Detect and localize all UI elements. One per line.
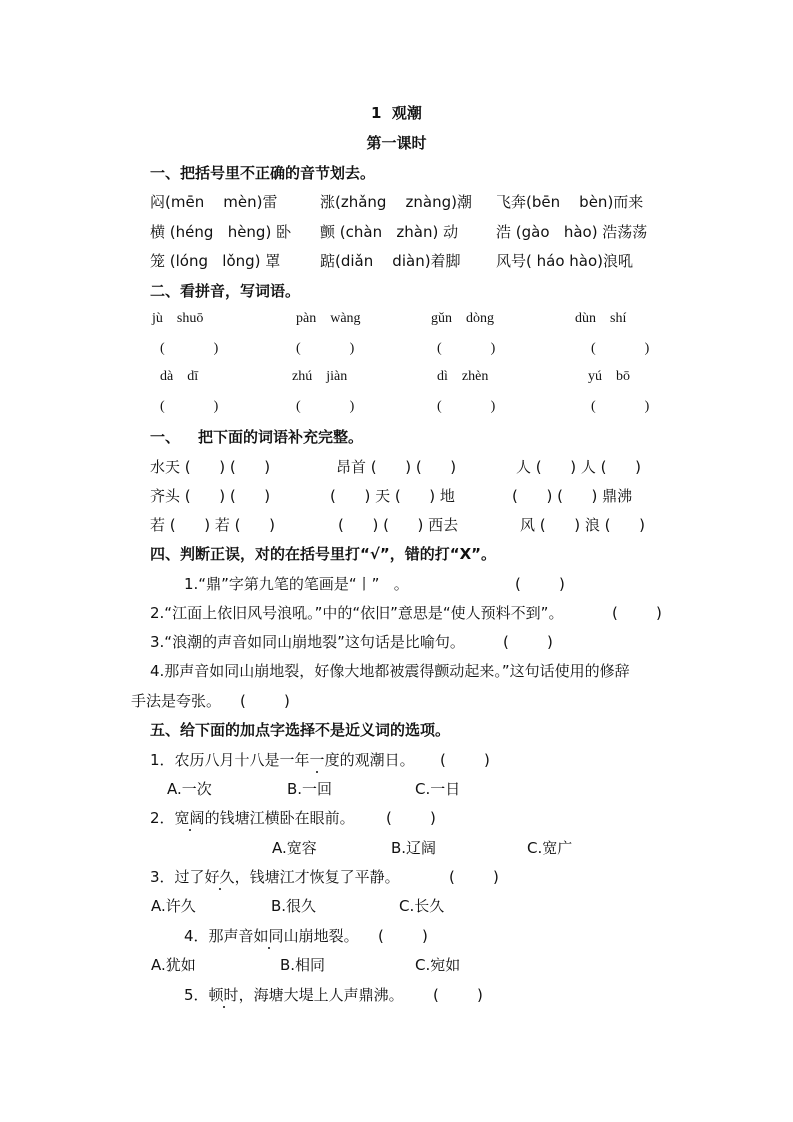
q4-post: 山崩地裂。: [283, 927, 359, 945]
s1-r1c1: 闷(mēn mèn)雷: [150, 193, 278, 211]
section5-heading: 五、给下面的加点字选择不是近义词的选项。: [150, 721, 451, 739]
s2-pinyin-6: zhú jiàn: [292, 369, 348, 384]
q1-marked-char: 一: [309, 751, 325, 769]
s3-r2c1: 齐头 ( ) ( ): [150, 487, 271, 505]
s1-r2c1: 横 (héng hèng) 卧: [150, 223, 292, 241]
q2-marked-chars: 宽阔: [174, 809, 205, 827]
s5-q2-optB[interactable]: B.辽阔: [391, 839, 437, 857]
s2-pinyin-2: pàn wàng: [296, 311, 361, 326]
s1-r3c2: 踮(diǎn diàn)着脚: [320, 252, 461, 270]
section1-heading: 一、把括号里不正确的音节划去。: [150, 164, 376, 182]
s5-q2-optA[interactable]: A.宽容: [272, 839, 317, 857]
q4-marked-chars: 如同: [253, 927, 284, 945]
s5-q5: [184, 985, 404, 1005]
s3-r2c3: ( ) ( ) 鼎沸: [512, 487, 633, 505]
s1-r2c2: 颤 (chàn zhàn) 动: [320, 223, 459, 241]
q1-pre: 1．农历八月十八是一年: [150, 751, 310, 769]
s3-r1c3: 人 ( ) 人 ( ): [516, 458, 641, 476]
s2-pinyin-8: yú bō: [588, 369, 630, 384]
page-subtitle: [0, 133, 793, 153]
s4-item4-blank[interactable]: ( ): [240, 692, 290, 710]
s2-blank-1[interactable]: ( ): [160, 341, 219, 356]
s5-q3-blank[interactable]: ( ): [449, 868, 499, 886]
s5-q3: [150, 867, 400, 887]
s1-r1c2: 涨(zhǎng znàng)潮: [320, 193, 472, 211]
q4-pre: 4．那声音: [184, 927, 254, 945]
s4-item3-blank[interactable]: ( ): [503, 633, 553, 651]
s4-item1-blank[interactable]: ( ): [515, 575, 565, 593]
s4-item3: 3.“浪潮的声音如同山崩地裂”这句话是比喻句。: [150, 633, 465, 651]
s2-blank-4[interactable]: ( ): [591, 341, 650, 356]
q3-post: ，钱塘江才恢复了平静。: [234, 868, 400, 886]
s5-q3-optC[interactable]: C.长久: [399, 897, 445, 915]
s5-q3-optB[interactable]: B.很久: [271, 897, 317, 915]
s3-r3c1: 若 ( ) 若 ( ): [150, 516, 275, 534]
s2-blank-5[interactable]: ( ): [160, 399, 219, 414]
section2-heading: 二、看拼音，写词语。: [150, 282, 301, 300]
q5-pre: 5．: [184, 986, 209, 1004]
s5-q1-optB[interactable]: B.一回: [287, 780, 333, 798]
q5-post: ，海塘大堤上人声鼎沸。: [238, 986, 404, 1004]
s2-pinyin-1: jù shuō: [152, 311, 204, 326]
s5-q2-blank[interactable]: ( ): [386, 809, 436, 827]
s3-r1c1: 水天 ( ) ( ): [150, 458, 271, 476]
s5-q1-optA[interactable]: A.一次: [167, 780, 212, 798]
s2-pinyin-7: dì zhèn: [437, 369, 489, 384]
s2-blank-8[interactable]: ( ): [591, 399, 650, 414]
s3-r2c2: ( ) 天 ( ) 地: [330, 487, 455, 505]
s1-r3c3: 风号( háo hào)浪吼: [496, 252, 633, 270]
s3-r3c2: ( ) ( ) 西去: [338, 516, 459, 534]
q2-post: 的钱塘江横卧在眼前。: [204, 809, 355, 827]
s1-r2c3: 浩 (gào hào) 浩荡荡: [496, 223, 648, 241]
page-title: [0, 103, 793, 123]
s4-item4: 4.那声音如同山崩地裂，好像大地都被震得颤动起来。”这句话使用的修辞: [150, 662, 630, 680]
s5-q2-optC[interactable]: C.宽广: [527, 839, 573, 857]
s4-item2: 2.“江面上依旧风号浪吼。”中的“依旧”意思是“使人预料不到”。: [150, 604, 564, 622]
s4-item4-cont: 手法是夸张。: [131, 692, 222, 710]
s5-q2: [150, 808, 355, 828]
s5-q1: [150, 750, 415, 770]
s2-blank-3[interactable]: ( ): [437, 341, 496, 356]
q1-post: 度的观潮日。: [324, 751, 415, 769]
s5-q4-blank[interactable]: ( ): [378, 927, 428, 945]
q5-marked-chars: 顿时: [208, 986, 239, 1004]
s5-q1-blank[interactable]: ( ): [440, 751, 490, 769]
s2-pinyin-5: dà dī: [160, 369, 199, 384]
q3-pre: 3．过了: [150, 868, 205, 886]
s2-blank-6[interactable]: ( ): [296, 399, 355, 414]
s4-item1: 1.“鼎”字第九笔的笔画是“丨” 。: [184, 575, 409, 593]
subtitle-text: 第一课时: [366, 134, 427, 152]
s5-q4: [184, 926, 359, 946]
s2-blank-7[interactable]: ( ): [437, 399, 496, 414]
q2-pre: 2．: [150, 809, 175, 827]
section4-heading: 四、判断正误，对的在括号里打“√”，错的打“X”。: [150, 545, 497, 563]
s1-r3c1: 笼 (lóng lǒng) 罩: [150, 252, 281, 270]
s2-blank-2[interactable]: ( ): [296, 341, 355, 356]
s3-r3c3: 风 ( ) 浪 ( ): [520, 516, 645, 534]
s4-item2-blank[interactable]: ( ): [612, 604, 662, 622]
section3-heading: 把下面的词语补充完整。: [198, 428, 364, 446]
s1-r1c3: 飞奔(bēn bèn)而来: [496, 193, 644, 211]
s5-q3-optA[interactable]: A.许久: [151, 897, 196, 915]
s5-q4-optB[interactable]: B.相同: [280, 956, 326, 974]
s2-pinyin-4: dùn shí: [575, 311, 627, 326]
title-text: 1 观潮: [371, 104, 422, 122]
s2-pinyin-3: gǔn dòng: [431, 311, 494, 326]
q3-marked-chars: 好久: [204, 868, 235, 886]
s5-q4-optC[interactable]: C.宛如: [415, 956, 461, 974]
s5-q1-optC[interactable]: C.一日: [415, 780, 461, 798]
s5-q4-optA[interactable]: A.犹如: [151, 956, 196, 974]
s5-q5-blank[interactable]: ( ): [433, 986, 483, 1004]
section3-heading-num: 一、: [150, 428, 181, 446]
s3-r1c2: 昂首 ( ) ( ): [336, 458, 457, 476]
